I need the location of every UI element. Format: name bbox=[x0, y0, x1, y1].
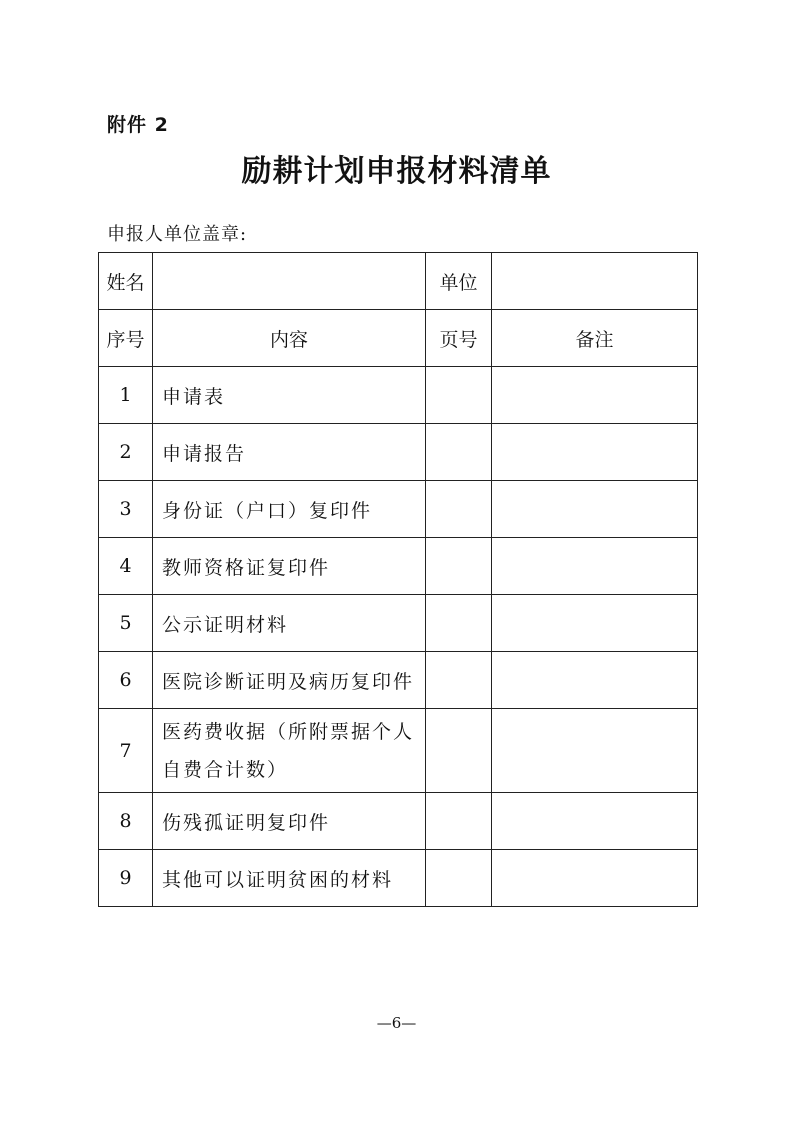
stamp-label: 申报人单位盖章: bbox=[107, 224, 248, 245]
row-page-cell[interactable] bbox=[426, 424, 492, 481]
row-content: 医药费收据（所附票据个人自费合计数） bbox=[153, 709, 426, 793]
row-num: 4 bbox=[99, 538, 153, 595]
unit-value-cell[interactable] bbox=[492, 253, 698, 310]
row-content: 身份证（户口）复印件 bbox=[153, 481, 426, 538]
col-note-header: 备注 bbox=[492, 310, 698, 367]
document-title: 励耕计划申报材料清单 bbox=[241, 154, 552, 189]
row-note-cell[interactable] bbox=[492, 793, 698, 850]
table-row bbox=[99, 793, 698, 850]
col-num-header: 序号 bbox=[99, 310, 153, 367]
row-note-cell[interactable] bbox=[492, 652, 698, 709]
row-page-cell[interactable] bbox=[426, 709, 492, 793]
row-content: 教师资格证复印件 bbox=[153, 538, 426, 595]
row-note-cell[interactable] bbox=[492, 481, 698, 538]
row-page-cell[interactable] bbox=[426, 367, 492, 424]
row-page-cell[interactable] bbox=[426, 595, 492, 652]
page-number: —6— bbox=[376, 1014, 417, 1032]
table-row bbox=[99, 481, 698, 538]
row-note-cell[interactable] bbox=[492, 595, 698, 652]
header-info-row bbox=[99, 253, 698, 310]
row-note-cell[interactable] bbox=[492, 538, 698, 595]
row-note-cell[interactable] bbox=[492, 367, 698, 424]
unit-label: 单位 bbox=[426, 253, 492, 310]
name-label: 姓名 bbox=[99, 253, 153, 310]
row-page-cell[interactable] bbox=[426, 481, 492, 538]
name-value-cell[interactable] bbox=[153, 253, 426, 310]
table-row bbox=[99, 424, 698, 481]
column-header-row bbox=[99, 310, 698, 367]
row-content: 其他可以证明贫困的材料 bbox=[153, 850, 426, 907]
row-content: 公示证明材料 bbox=[153, 595, 426, 652]
row-content: 伤残孤证明复印件 bbox=[153, 793, 426, 850]
row-num: 6 bbox=[99, 652, 153, 709]
materials-table bbox=[98, 252, 698, 907]
row-num: 1 bbox=[99, 367, 153, 424]
col-page-header: 页号 bbox=[426, 310, 492, 367]
row-num: 9 bbox=[99, 850, 153, 907]
table-row bbox=[99, 595, 698, 652]
table-row bbox=[99, 850, 698, 907]
row-page-cell[interactable] bbox=[426, 793, 492, 850]
table-row bbox=[99, 709, 698, 793]
row-content: 申请报告 bbox=[153, 424, 426, 481]
row-note-cell[interactable] bbox=[492, 709, 698, 793]
row-content: 申请表 bbox=[153, 367, 426, 424]
row-num: 7 bbox=[99, 709, 153, 793]
row-page-cell[interactable] bbox=[426, 652, 492, 709]
col-content-header: 内容 bbox=[153, 310, 426, 367]
row-note-cell[interactable] bbox=[492, 850, 698, 907]
row-num: 5 bbox=[99, 595, 153, 652]
row-num: 8 bbox=[99, 793, 153, 850]
table-row bbox=[99, 652, 698, 709]
attachment-label: 附件 2 bbox=[107, 114, 169, 136]
table-row bbox=[99, 538, 698, 595]
row-num: 3 bbox=[99, 481, 153, 538]
row-page-cell[interactable] bbox=[426, 850, 492, 907]
row-page-cell[interactable] bbox=[426, 538, 492, 595]
table-row bbox=[99, 367, 698, 424]
row-note-cell[interactable] bbox=[492, 424, 698, 481]
row-content: 医院诊断证明及病历复印件 bbox=[153, 652, 426, 709]
row-num: 2 bbox=[99, 424, 153, 481]
